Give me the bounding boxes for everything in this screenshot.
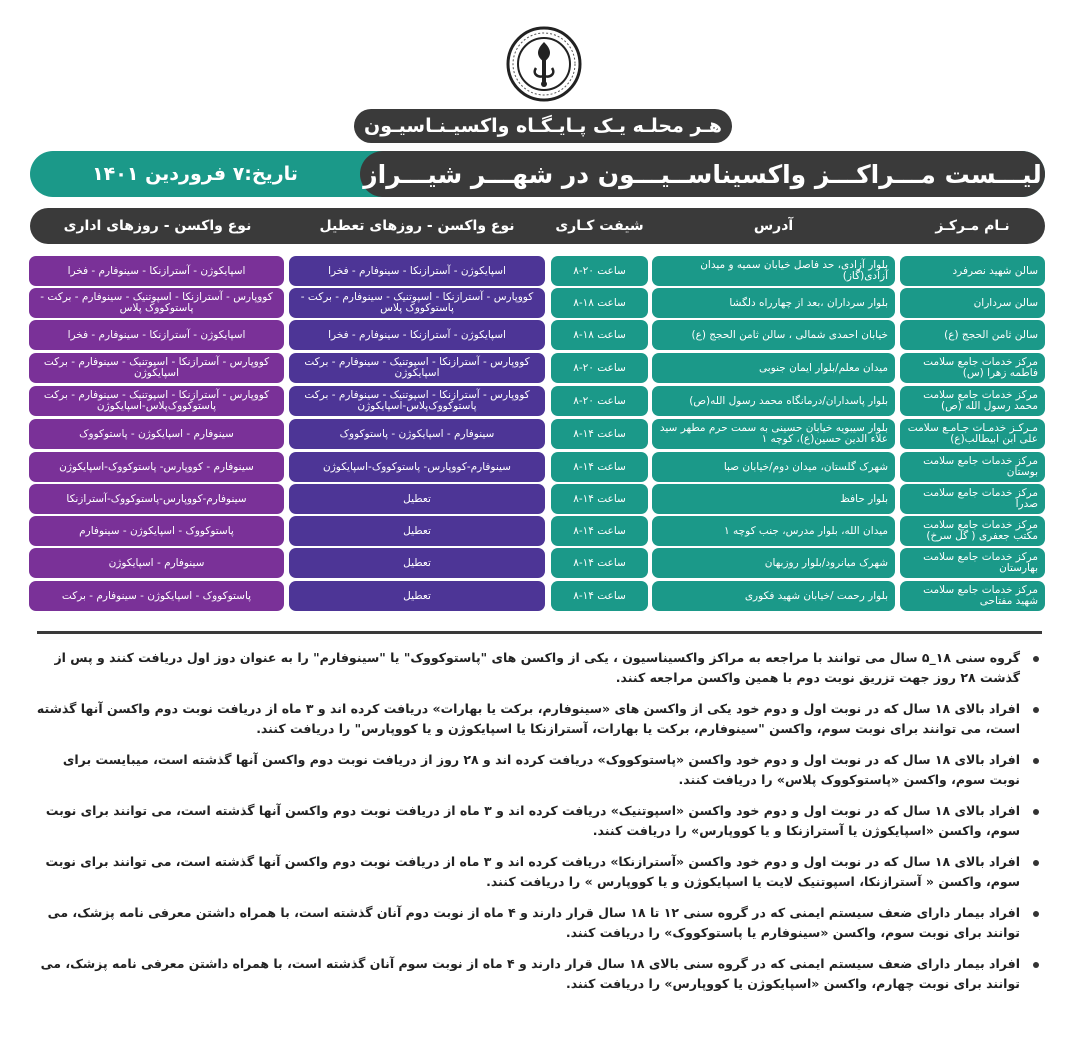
table-row: [0, 516, 1080, 546]
workday-vaccines: سینوفارم - اسپایکوژن - پاستوکووک: [29, 419, 284, 449]
workday-vaccines: کووپارس - آسترازنکا - اسپوتنیک - سینوفارم - برکت - پاستوکووک پلاس: [29, 288, 284, 318]
center-shift: ساعت ۱۸-۸: [551, 288, 648, 318]
bullet-icon: [1033, 860, 1039, 866]
center-address: بلوار پاسداران/درمانگاه محمد رسول الله(ص): [652, 386, 895, 416]
university-logo: [506, 26, 582, 102]
note-text: گروه سنی ۱۸_۵ سال می توانند با مراجعه به مراکز واکسیناسیون ، یکی از واکسن های "پاستوکووک" یا "سینوفارم" را به عنوان دوز اول دریافت کنند و پس از گذشت ۲۸ روز جهت تزریق نوبت دوم با همین واکسن مراجعه کنند.: [54, 650, 1020, 685]
center-shift: ساعت ۱۴-۸: [551, 516, 648, 546]
holiday-vaccines: تعطیل: [289, 484, 545, 514]
note-text: افراد بالای ۱۸ سال که در نوبت اول و دوم خود واکسن «پاستوکووک» دریافت کرده اند و ۲۸ روز از دریافت نوبت دوم واکسن آنها گذشته است، میبایست برای نوبت سوم، واکسن «پاستوکووک پلاس» را دریافت کنند.: [62, 752, 1020, 787]
center-name: مرکز خدمات جامع سلامت محمد رسول الله (ص): [900, 386, 1045, 416]
holiday-vaccines: کووپارس - آسترازنکا - اسپوتنیک - سینوفارم - برکت اسپایکوژن: [289, 353, 545, 383]
header-address: آدرس: [753, 218, 794, 234]
center-name: مـرکـز خدمـات جـامـع سلامت علی ابن ابیطالب(ع): [900, 419, 1045, 449]
center-address: شهرک گلستان، میدان دوم/خیابان صبا: [652, 452, 895, 482]
note-item: [30, 699, 1042, 739]
table-row: [0, 256, 1080, 286]
table-header: [30, 208, 1045, 244]
header-shift: شیفت کـاری: [555, 218, 644, 234]
holiday-vaccines: اسپایکوژن - آسترازنکا - سینوفارم - فخرا: [289, 320, 545, 350]
center-shift: ساعت ۱۴-۸: [551, 484, 648, 514]
table-row: [0, 484, 1080, 514]
holiday-vaccines: سینوفارم - اسپایکوژن - پاستوکووک: [289, 419, 545, 449]
center-shift: ساعت ۱۴-۸: [551, 452, 648, 482]
holiday-vaccines: کووپارس - آسترازنکا - اسپوتنیک - سینوفارم - برکت پاستوکووک‌پلاس-اسپایکوژن: [289, 386, 545, 416]
holiday-vaccines: کووپارس - آسترازنکا - اسپوتنیک - سینوفارم - برکت - پاستوکووک پلاس: [289, 288, 545, 318]
holiday-vaccines: تعطیل: [289, 548, 545, 578]
center-shift: ساعت ۲۰-۸: [551, 386, 648, 416]
center-address: بلوار آزادی، حد فاصل خیابان سمیه و میدان آزادی(گاز): [652, 256, 895, 286]
center-name: مرکز خدمات جامع سلامت صدرا: [900, 484, 1045, 514]
workday-vaccines: سینوفارم-کووپارس-پاستوکووک-آسترازنکا: [29, 484, 284, 514]
note-item: [30, 954, 1042, 994]
note-text: افراد بیمار دارای ضعف سیستم ایمنی که در گروه سنی بالای ۱۸ سال قرار دارند و ۴ ماه از نوبت سوم آنان گذشته است، با همراه داشتن معرفی نامه پزشک، می توانند برای نوبت چهارم، واکسن «اسپایکوژن یا کووپارس» را دریافت کنند.: [40, 956, 1020, 991]
center-address: میدان الله، بلوار مدرس، جنب کوچه ۱: [652, 516, 895, 546]
note-item: [30, 903, 1042, 943]
center-name: سالن ثامن الحجج (ع): [900, 320, 1045, 350]
holiday-vaccines: اسپایکوژن - آسترازنکا - سینوفارم - فخرا: [289, 256, 545, 286]
note-text: افراد بالای ۱۸ سال که در نوبت اول و دوم خود واکسن «اسپوتنیک» دریافت کرده اند و ۳ ماه از دریافت نوبت دوم واکسن آنها گذشته است، می توانند برای نوبت سوم، واکسن «اسپایکوژن یا آسترازنکا و یا کووپارس» را دریافت کنند.: [45, 803, 1020, 838]
title-bar: [30, 151, 1045, 197]
holiday-vaccines: تعطیل: [289, 516, 545, 546]
center-address: میدان معلم/بلوار ایمان جنوبی: [652, 353, 895, 383]
note-item: [30, 750, 1042, 790]
center-name: سالن شهید نصرفرد: [900, 256, 1045, 286]
notes-list: [30, 648, 1042, 1005]
table-row: [0, 581, 1080, 611]
bullet-icon: [1033, 707, 1039, 713]
holiday-vaccines: تعطیل: [289, 581, 545, 611]
workday-vaccines: سینوفارم - اسپایکوژن: [29, 548, 284, 578]
slogan-banner: هـر محلـه یـک پـایـگـاه واکسیـنـاسیـون: [354, 109, 732, 143]
header-workday: نوع واکسن - روزهای اداری: [63, 218, 252, 234]
table-row: [0, 288, 1080, 318]
center-address: خیابان احمدی شمالی ، سالن ثامن الحجج (ع): [652, 320, 895, 350]
center-shift: ساعت ۱۸-۸: [551, 320, 648, 350]
center-shift: ساعت ۱۴-۸: [551, 548, 648, 578]
center-shift: ساعت ۱۴-۸: [551, 419, 648, 449]
center-name: مرکز خدمات جامع سلامت شهید مفتاحی: [900, 581, 1045, 611]
note-item: [30, 648, 1042, 688]
workday-vaccines: پاستوکووک - اسپایکوژن - سینوفارم: [29, 516, 284, 546]
note-text: افراد بالای ۱۸ سال که در نوبت اول و دوم خود یکی از واکسن های «سینوفارم، برکت یا بهارات» دریافت کرده اند و ۳ ماه از دریافت نوبت دوم واکسن آنها گذشته است، می توانند برای نوبت سوم، واکسن "سینوفارم، برکت یا بهارات، آسترازنکا یا اسپایکوژن و یا کووپارس" را دریافت کنند.: [36, 701, 1020, 736]
bullet-icon: [1033, 962, 1039, 968]
center-address: بلوار سیبویه خیابان حسینی به سمت حرم مطهر سید علاء الدین حسین(ع)، کوچه ۱: [652, 419, 895, 449]
center-address: بلوار حافظ: [652, 484, 895, 514]
bullet-icon: [1033, 656, 1039, 662]
table-row: [0, 320, 1080, 350]
table-row: [0, 353, 1080, 383]
center-name: مرکز خدمات جامع سلامت بهارستان: [900, 548, 1045, 578]
center-shift: ساعت ۲۰-۸: [551, 353, 648, 383]
table-row: [0, 548, 1080, 578]
center-shift: ساعت ۲۰-۸: [551, 256, 648, 286]
section-divider: [37, 631, 1042, 634]
workday-vaccines: اسپایکوژن - آسترازنکا - سینوفارم - فخرا: [29, 320, 284, 350]
workday-vaccines: اسپایکوژن - آسترازنکا - سینوفارم - فخرا: [29, 256, 284, 286]
header-holiday: نوع واکسن - روزهای تعطیل: [319, 218, 515, 234]
table-row: [0, 386, 1080, 416]
table-row: [0, 419, 1080, 449]
table-row: [0, 452, 1080, 482]
page-title: لیـــست مـــراکـــز واکسیناســیـــون در شهـــر شیـــراز: [360, 151, 1045, 197]
date-label: تاریخ:۷ فروردین ۱۴۰۱: [92, 163, 298, 185]
note-text: افراد بیمار دارای ضعف سیستم ایمنی که در گروه سنی ۱۲ تا ۱۸ سال قرار دارند و ۴ ماه از نوبت دوم آنان گذشته است، با همراه داشتن معرفی نامه پزشک، می توانند برای نوبت سوم، واکسن «سینوفارم یا پاستوکووک» را دریافت کنند.: [47, 905, 1020, 940]
note-text: افراد بالای ۱۸ سال که در نوبت اول و دوم خود واکسن «آسترازنکا» دریافت کرده اند و ۳ ماه از دریافت نوبت دوم واکسن آنها گذشته است، می توانند برای نوبت سوم، واکسن « آسترازنکا، اسپوتنیک لایت یا اسپایکوژن و یا کووپارس » را دریافت کنند.: [45, 854, 1020, 889]
bullet-icon: [1033, 911, 1039, 917]
center-address: بلوار رحمت /خیابان شهید فکوری: [652, 581, 895, 611]
note-item: [30, 852, 1042, 892]
workday-vaccines: کووپارس - آسترازنکا - اسپوتنیک - سینوفارم - برکت پاستوکووک‌پلاس-اسپایکوژن: [29, 386, 284, 416]
center-shift: ساعت ۱۴-۸: [551, 581, 648, 611]
workday-vaccines: پاستوکووک - اسپایکوژن - سینوفارم - برکت: [29, 581, 284, 611]
workday-vaccines: سینوفارم - کووپارس- پاستوکووک-اسپایکوژن: [29, 452, 284, 482]
center-name: مرکز خدمات جامع سلامت فاطمه زهرا (س): [900, 353, 1045, 383]
center-name: مرکز خدمات جامع سلامت مکتب جعفری ( گل سرخ): [900, 516, 1045, 546]
bullet-icon: [1033, 758, 1039, 764]
bullet-icon: [1033, 809, 1039, 815]
center-name: مرکز خدمات جامع سلامت بوستان: [900, 452, 1045, 482]
workday-vaccines: کووپارس - آسترازنکا - اسپوتنیک - سینوفارم - برکت اسپایکوژن: [29, 353, 284, 383]
header-name: نـام مـرکـز: [935, 218, 1010, 234]
center-name: سالن سرداران: [900, 288, 1045, 318]
center-address: بلوار سرداران ،بعد از چهارراه دلگشا: [652, 288, 895, 318]
center-address: شهرک میانرود/بلوار روزبهان: [652, 548, 895, 578]
holiday-vaccines: سینوفارم-کووپارس- پاستوکووک-اسپایکوژن: [289, 452, 545, 482]
note-item: [30, 801, 1042, 841]
